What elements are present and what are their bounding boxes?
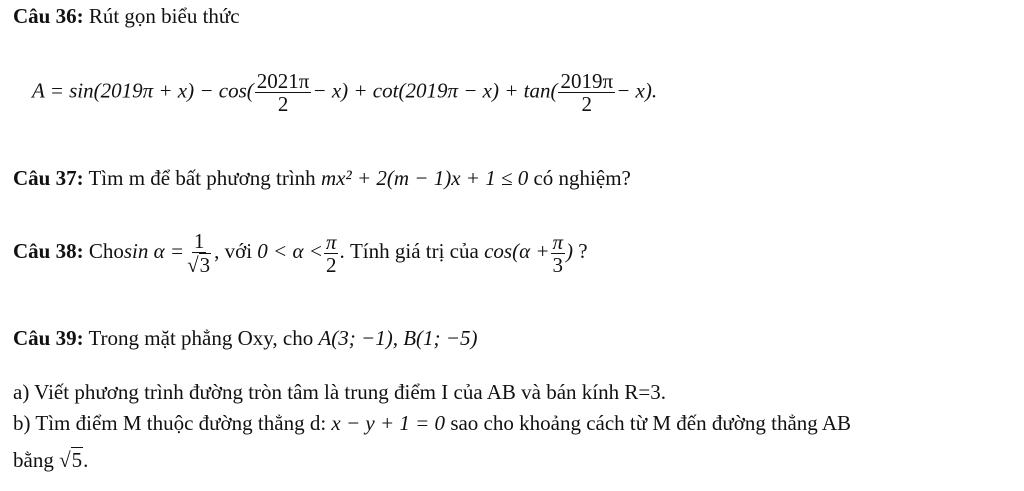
- sqrt-symbol: √ 3: [187, 253, 211, 278]
- question-39-points: A(3; −1), B(1; −5): [318, 326, 478, 350]
- q39-part-b-before: b) Tìm điểm M thuộc đường thẳng d:: [13, 411, 327, 435]
- question-36-label: Câu 36:: [13, 4, 84, 28]
- q39-part-b-bang: bằng: [13, 448, 54, 472]
- q39-part-b-after: sao cho khoảng cách từ M đến đường thẳng AB: [450, 411, 852, 435]
- question-39-part-a: a) Viết phương trình đường tròn tâm là trung điểm I của AB và bán kính R=3.: [13, 380, 666, 404]
- q38-fraction-1: [185, 230, 213, 276]
- question-39-text: Trong mặt phẳng Oxy, cho: [88, 326, 314, 350]
- q38-frac1-num: 1: [193, 229, 205, 253]
- q36-frac2-den: 2: [581, 92, 593, 117]
- question-36-heading: [13, 4, 240, 29]
- q38-frac1-den: [185, 253, 213, 276]
- q38-frac2-den: 2: [325, 252, 337, 277]
- q39-part-b-formula: x − y + 1 = 0: [331, 411, 446, 435]
- question-38: [13, 230, 588, 276]
- q38-text-cho: Cho: [88, 238, 124, 263]
- question-37-text-before: Tìm m để bất phương trình: [88, 166, 316, 190]
- question-36-formula: [32, 70, 657, 115]
- question-39-part-b: [13, 411, 851, 436]
- q38-text-tinh: . Tính giá trị của: [339, 238, 479, 263]
- q38-frac1-radicand: 3: [199, 253, 211, 278]
- q39-part-b-radicand: 5: [71, 448, 83, 472]
- q38-frac3-num: π: [552, 229, 564, 254]
- question-37: [13, 166, 631, 191]
- q38-question-mark: ?: [578, 238, 588, 263]
- q36-fraction-1: [255, 70, 312, 115]
- question-37-text-after: có nghiệm?: [533, 166, 631, 190]
- question-39-label: Câu 39:: [13, 326, 84, 350]
- q38-cos-rhs: ): [566, 238, 574, 263]
- q38-text-voi: , với: [214, 238, 253, 263]
- q36-formula-part1: A = sin(2019π + x) − cos(: [32, 78, 254, 103]
- q38-frac2-num: π: [325, 229, 337, 254]
- q38-sin-lhs: sin α =: [123, 238, 185, 263]
- question-36-text: Rút gọn biểu thức: [88, 4, 240, 28]
- q38-cos-lhs: cos(α +: [484, 238, 550, 263]
- q38-fraction-3: [551, 231, 566, 276]
- question-39-part-b-cont: [13, 447, 88, 473]
- q36-frac2-num: 2019π: [560, 69, 614, 93]
- q38-fraction-2: [324, 231, 339, 276]
- q36-frac1-den: 2: [277, 92, 289, 117]
- question-39-heading: [13, 326, 477, 351]
- question-37-formula: mx² + 2(m − 1)x + 1 ≤ 0: [320, 166, 529, 190]
- sqrt-symbol: √ 5: [59, 448, 83, 472]
- question-38-label: Câu 38:: [13, 238, 84, 263]
- q36-formula-part3: − x).: [616, 78, 658, 103]
- question-37-label: Câu 37:: [13, 166, 84, 190]
- q36-fraction-2: [558, 70, 615, 115]
- q39-part-b-end: .: [83, 448, 89, 472]
- q38-inequality-lhs: 0 < α <: [257, 238, 323, 263]
- q36-formula-part2: − x) + cot(2019π − x) + tan(: [312, 78, 558, 103]
- q38-frac3-den: 3: [552, 252, 564, 277]
- q36-frac1-num: 2021π: [256, 69, 310, 93]
